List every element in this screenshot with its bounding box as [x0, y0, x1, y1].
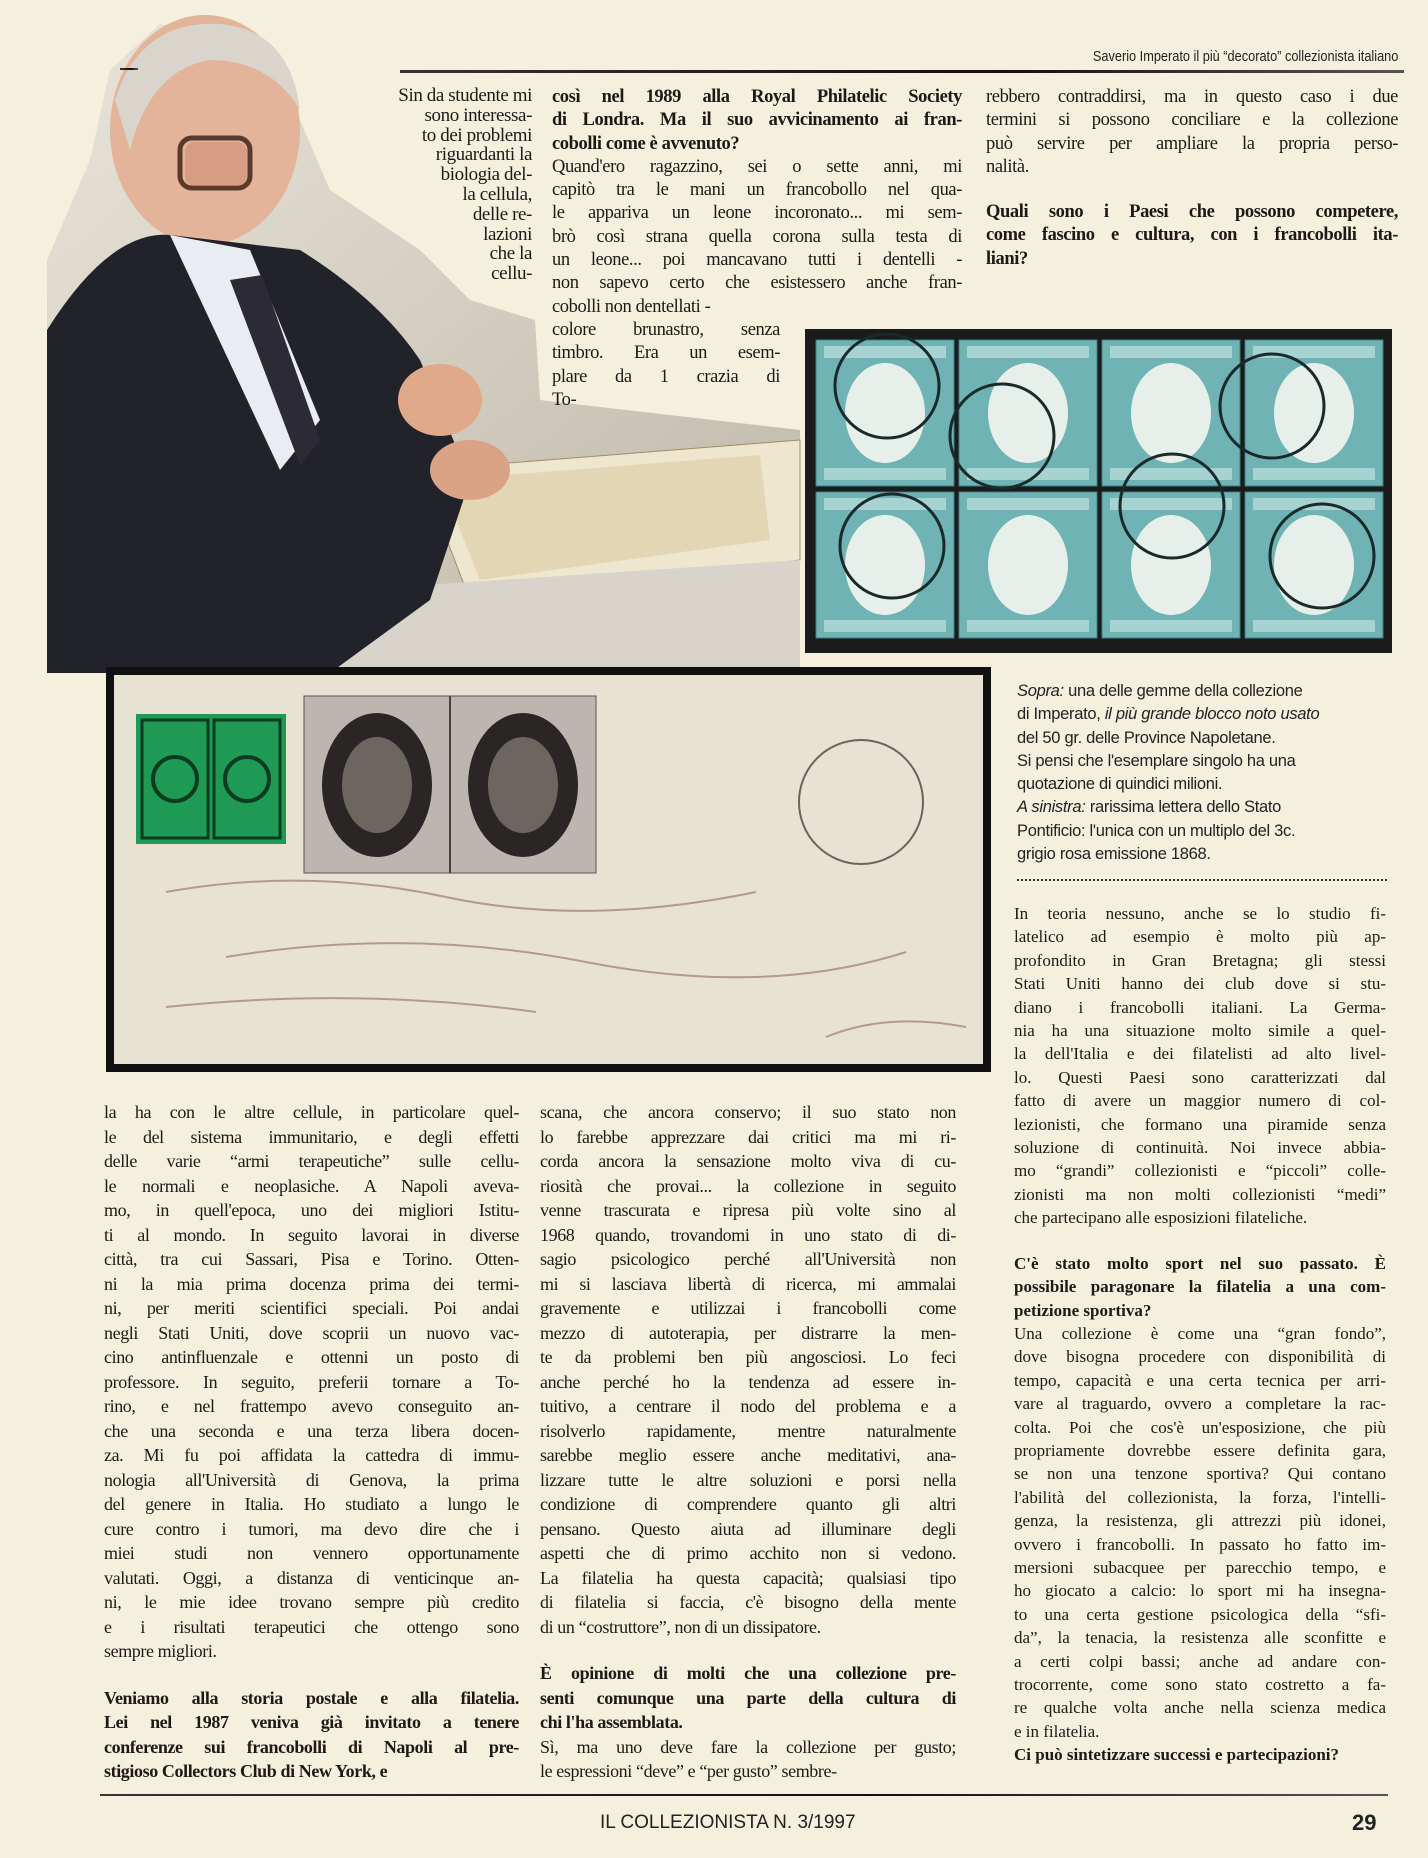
text-line: rebbero contraddirsi, ma in questo caso i due: [986, 87, 1398, 107]
text-line: Ci può sintetizzare successi e partecipazioni?: [1014, 1745, 1340, 1765]
question-countries: [986, 201, 1398, 271]
text-line: 1968 quando, trovandomi in uno stato di di-: [540, 1224, 956, 1245]
text-line: In teoria nessuno, anche se lo studio fi-: [1014, 904, 1386, 923]
text-line: genza, la resistenza, gli attrezzi più idonei,: [1014, 1511, 1386, 1531]
caption-divider: [1017, 879, 1387, 881]
text-line: l'abilità del collezionista, la forza, l'intelli-: [1014, 1487, 1386, 1507]
text-line: È opinione di molti che una collezione pre-: [540, 1663, 956, 1683]
footer-rule: [100, 1794, 1388, 1796]
text-line: mi si lasciava libertà di ricerca, mi ammalai: [540, 1273, 956, 1294]
text-line: senti comunque una parte della cultura di: [540, 1687, 956, 1708]
text-line: Sì, ma uno deve fare la collezione per gusto;: [540, 1736, 956, 1757]
text-line: cure contro i tumori, ma devo dire che i: [104, 1518, 519, 1539]
text-line: Veniamo alla storia postale e alla filatelia.: [104, 1687, 519, 1708]
text-line: anche perché ho la tendenza ad essere in-: [540, 1371, 956, 1392]
answer-culture: [540, 1735, 956, 1784]
text-line: ni la mia prima docenza prima dei termi-: [104, 1273, 519, 1294]
text-line: nologia all'Università di Genova, la prima: [104, 1469, 519, 1490]
text-line: colta. Poi che cos'è un'esposizione, che più: [1014, 1417, 1386, 1437]
text-line: pensano. Questo aiuta ad illuminare degli: [540, 1518, 956, 1539]
text-line: ovvero i francobolli. In passato ho fatto im-: [1014, 1534, 1386, 1554]
text-line: riguardanti la: [435, 144, 532, 166]
text-line: Quali sono i Paesi che possono competere,: [986, 202, 1398, 223]
text-line: le espressioni “deve” e “per gusto” sembre-: [540, 1761, 837, 1781]
text-line: da”, la tenacia, la resistenza alle sconfitte e: [1014, 1628, 1386, 1648]
text-line: nia ha una situazione molto simile a quel-: [1014, 1021, 1386, 1041]
image-caption: Sopra: una delle gemme della collezione di Imperato, il più grande blocco noto usato del 50 gr. delle Province Napoletane. Si pensi che l'esemplare singolo ha una quotazione di quindici milioni. A sinistra: rarissima lettera dello Stato Pontificio: l'unica con un multiplo del 3c. grigio rosa emissione 1868.: [1017, 682, 1320, 864]
text-line: riosità che provai... la collezione in seguito: [540, 1175, 956, 1196]
header-dash: [120, 68, 138, 70]
gray-stamp: [304, 696, 596, 873]
text-line: cobolli non dentellati -: [552, 296, 711, 317]
text-line: trocorrente, come sono stato costretto a fa-: [1014, 1675, 1386, 1694]
text-line: a certi colpi bassi; anche ad andare con-: [1014, 1651, 1386, 1671]
text-line: mo “grandi” collezionisti e “piccoli” colle-: [1014, 1161, 1386, 1181]
text-line: stigioso Collectors Club di New York, e: [104, 1761, 388, 1781]
text-line: mersioni subacquee per parecchio tempo, e: [1014, 1557, 1386, 1577]
text-line: fatto di avere un maggior numero di col-: [1014, 1091, 1386, 1111]
question-postal-history: [104, 1686, 519, 1784]
text-line: za. Mi fu poi affidata la cattedra di immu-: [104, 1445, 519, 1465]
answer-taste: [986, 86, 1398, 179]
text-line: La filatelia ha questa capacità; qualsiasi tipo: [540, 1567, 956, 1588]
text-line: lazioni: [483, 223, 532, 245]
text-line: te da problemi ben più angosciosi. Lo feci: [540, 1347, 956, 1367]
text-line: termini si possono conciliare e la collezione: [986, 110, 1398, 131]
text-line: lezionisti, che formano una piramide senza: [1014, 1114, 1386, 1134]
text-line: di filatelia si faccia, c'è bisogno della mente: [540, 1592, 956, 1612]
page-number: 29: [1352, 1810, 1377, 1835]
text-line: lizzare tutte le altre soluzioni e porsi nella: [540, 1469, 956, 1490]
answer-childhood-narrow: [552, 319, 780, 412]
text-line: propriamente dovrebbe essere definita gara,: [1014, 1440, 1386, 1460]
text-line: può servire per ampliare la propria perso-: [986, 133, 1398, 154]
text-line: ho giocato a calcio: lo sport mi ha insegna-: [1014, 1581, 1386, 1601]
text-line: to una certa gestione psicologica della “sfi-: [1014, 1604, 1386, 1624]
text-line: petizione sportiva?: [1014, 1300, 1152, 1320]
text-line: che partecipano alle esposizioni filateliche.: [1014, 1208, 1308, 1228]
text-line: possibile paragonare la filatelia a una com-: [1014, 1277, 1386, 1297]
text-line: professore. In seguito, preferii tornare a To-: [104, 1371, 519, 1392]
text-line: zionisti ma non molti collezionisti “medi”: [1014, 1184, 1386, 1204]
text-line: un leone... poi mancavano tutti i dentelli -: [552, 250, 962, 271]
text-line: le normali e neoplasiche. A Napoli aveva-: [104, 1175, 519, 1196]
text-line: mo, in quell'epoca, uno dei migliori Istitu-: [104, 1200, 519, 1220]
text-line: nalità.: [986, 156, 1029, 177]
text-line: risolverlo rapidamente, mentre naturalmente: [540, 1420, 956, 1441]
text-line: C'è stato molto sport nel suo passato. È: [1014, 1253, 1386, 1273]
text-line: gravemente e utilizzai i francobolli come: [540, 1298, 956, 1318]
text-line: scana, che ancora conservo; il suo stato non: [540, 1102, 956, 1122]
text-line: e in filatelia.: [1014, 1721, 1100, 1741]
question-sport: [1014, 1252, 1386, 1322]
text-line: le appariva un leone incoronato... mi sem-: [552, 203, 962, 224]
question-royal-philatelic: [552, 86, 962, 156]
text-line: come fascino e cultura, con i francobolli ita-: [986, 225, 1398, 246]
answer-sport: [1014, 1322, 1386, 1743]
green-stamp: [136, 714, 286, 844]
text-line: dove bisogna procedere con disponibilità di: [1014, 1347, 1386, 1367]
caption-above-label: Sopra:: [1017, 682, 1064, 700]
text-line: delle varie “armi terapeutiche” sulle cellu-: [104, 1151, 519, 1171]
text-line: timbro. Era un esem-: [552, 343, 780, 364]
text-line: to dei problemi: [421, 124, 532, 146]
running-title: Saverio Imperato il più “decorato” collezionista italiano: [1092, 48, 1398, 65]
question-culture: [540, 1661, 956, 1735]
text-line: aspetti che di primo acchito non si vedono.: [540, 1543, 956, 1563]
col3-bottom: [1014, 902, 1386, 1767]
text-line: lo farebbe apprezzare dai critici ma mi ri-: [540, 1126, 956, 1147]
papal-state-letter-image: [106, 667, 991, 1072]
text-line: Quand'ero ragazzino, sei o sette anni, mi: [552, 156, 962, 177]
text-line: ni, per meriti scientifici speciali. Poi andai: [104, 1298, 519, 1318]
text-line: plare da 1 crazia di: [552, 366, 780, 387]
text-line: venne trascurata e ripresa più volte sino al: [540, 1200, 956, 1220]
text-line: liani?: [986, 248, 1028, 269]
text-line: la dell'Italia e dei filatelisti ad alto livel-: [1014, 1044, 1386, 1064]
text-line: di un “costruttore”, non di un dissipatore.: [540, 1616, 821, 1637]
text-line: condizione di comprendere quanto gli altri: [540, 1494, 956, 1514]
question-successes: [1014, 1743, 1386, 1766]
text-line: biologia del-: [440, 164, 532, 186]
col3-top: [986, 86, 1398, 271]
text-line: delle re-: [472, 203, 532, 225]
text-line: Sin da studente mi: [398, 85, 532, 106]
text-line: e i risultati terapeutici che ottengo sono: [104, 1616, 519, 1637]
magazine-issue: IL COLLEZIONISTA N. 3/1997: [600, 1812, 856, 1833]
text-line: Lei nel 1987 veniva già invitato a tenere: [104, 1712, 519, 1732]
text-line: se non una tenzone sportiva? Qui contano: [1014, 1464, 1386, 1484]
text-line: non sapevo certo che esistessero anche fran-: [552, 273, 962, 294]
text-line: soluzione di continuità. Noi invece abbia-: [1014, 1138, 1386, 1158]
text-line: le del sistema immunitario, e degli effetti: [104, 1126, 519, 1147]
text-line: ni, le mie idee trovano sempre più credito: [104, 1592, 519, 1612]
text-line: rino, e nel frattempo avevo conseguito an-: [104, 1396, 519, 1416]
col2-bottom: [540, 1100, 956, 1784]
text-line: miei studi non vennero opportunamente: [104, 1543, 519, 1563]
col1-bottom: [104, 1100, 519, 1784]
answer-tuscany-stamp: [540, 1100, 956, 1639]
text-line: To-: [552, 389, 577, 410]
text-line: sarebbe meglio essere anche meditativi, ana-: [540, 1445, 956, 1465]
text-line: brò così strana quella corona sulla testa di: [552, 226, 962, 247]
text-line: la ha con le altre cellule, in particolare quel-: [104, 1102, 519, 1122]
stamp-block-image: [802, 326, 1395, 656]
text-line: che la: [489, 243, 532, 265]
answer-childhood: [552, 156, 962, 319]
text-line: vare al traguardo, ovvero a completare la rac-: [1014, 1394, 1386, 1414]
text-line: sono interessa-: [424, 104, 532, 126]
text-line: negli Stati Uniti, dove scoprii un nuovo vac-: [104, 1322, 519, 1343]
text-line: valutati. Oggi, a distanza di venticinque an-: [104, 1567, 519, 1588]
text-line: Una collezione è come una “gran fondo”,: [1014, 1323, 1386, 1343]
text-line: sagio psicologico perché all'Università non: [540, 1249, 956, 1269]
text-line: diano i francobolli italiani. La Germa-: [1014, 997, 1386, 1017]
col1-wrap-text: [342, 86, 532, 284]
answer-countries: [1014, 902, 1386, 1230]
text-line: così nel 1989 alla Royal Philatelic Society: [552, 87, 962, 107]
text-line: cellu-: [491, 263, 532, 285]
text-line: che una seconda e una terza libera docen-: [104, 1420, 519, 1441]
text-line: capitò tra le mani un francobollo nel qua-: [552, 180, 962, 201]
text-line: corda ancora la sensazione molto viva di cu-: [540, 1151, 956, 1171]
text-line: la cellula,: [462, 183, 532, 205]
caption-left-label: A sinistra:: [1017, 798, 1086, 817]
text-line: latelico ad esempio è molto più ap-: [1014, 927, 1386, 947]
text-line: Stati Uniti hanno dei club dove si stu-: [1014, 974, 1386, 994]
text-line: mezzo di autoterapia, per distrarre la men-: [540, 1322, 956, 1343]
text-line: conferenze sui francobolli di Napoli al pre-: [104, 1736, 519, 1757]
text-line: chi l'ha assemblata.: [540, 1712, 683, 1732]
text-line: tempo, capacità e una certa tecnica per arri-: [1014, 1370, 1386, 1390]
header-rule: [400, 70, 1404, 73]
text-line: cino antinfluenzale e ottenni un posto di: [104, 1347, 519, 1367]
text-line: re qualche volta anche nella scienza medica: [1014, 1698, 1386, 1718]
text-line: profondito in Gran Bretagna; gli stessi: [1014, 950, 1386, 970]
text-line: città, tra cui Sassari, Pisa e Torino. Otten-: [104, 1249, 519, 1269]
text-line: di Londra. Ma il suo avvicinamento ai fran-: [552, 110, 962, 131]
text-line: lo. Questi Paesi sono caratterizzati dal: [1014, 1067, 1386, 1087]
text-line: ti al mondo. In seguito lavorai in diverse: [104, 1224, 519, 1245]
text-line: sempre migliori.: [104, 1641, 217, 1661]
text-line: cobolli come è avvenuto?: [552, 133, 740, 154]
answer-biology: [104, 1100, 519, 1664]
text-line: tuitivo, a centrare il nodo del problema e a: [540, 1396, 956, 1416]
text-line: colore brunastro, senza: [552, 319, 780, 340]
text-line: del genere in Italia. Ho studiato a lungo le: [104, 1494, 519, 1514]
